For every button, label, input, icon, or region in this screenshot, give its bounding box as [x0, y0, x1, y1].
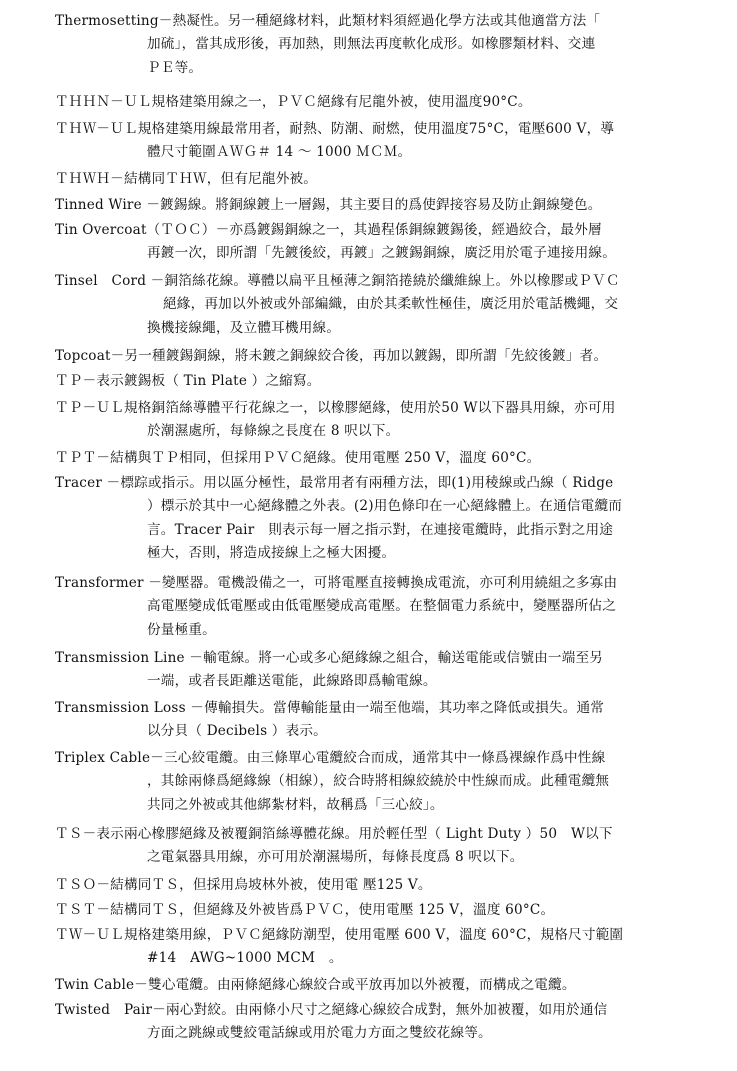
entry-line: Twisted Pair－兩心對絞。由兩條小尺寸之絕緣心線絞合成對，無外加被覆，如用於通信	[55, 1002, 608, 1018]
entry-line: 之電氣器具用線，亦可用於潮濕場所，每條長度爲 8 呎以下。	[147, 849, 524, 866]
entry-line: ＴＰＴ－結構與ＴＰ相同，但採用ＰＶＣ絕緣。使用電壓 250 V，溫度 60°C。	[55, 450, 541, 466]
entry-line: 體尺寸範圍ＡＷＧ＃ 14 ～ 1000 ＭＣＭ。	[147, 144, 412, 161]
entry-line: ＴＰ－ＵＬ規格銅箔絲導體平行花線之一，以橡膠絕緣，使用於50 W以下器具用線，亦可用	[55, 400, 616, 416]
entry-line: 再鍍一次，即所謂「先鍍後絞，再鍍」之鍍錫銅線，廣泛用於電子連接用線。	[147, 245, 616, 262]
entry-line: ＴＳ－表示兩心橡膠絕緣及被覆銅箔絲導體花線。用於輕任型（ Light Duty ）50 W以下	[55, 826, 613, 842]
entry-line: ＴＨＨＮ－ＵＬ規格建築用線之一，ＰＶＣ絕緣有尼龍外被，使用溫度90°C。	[55, 94, 532, 110]
entry-twisted-pair	[55, 999, 720, 1046]
entry-twin-cable	[55, 974, 720, 997]
entry-tracer	[55, 472, 720, 566]
entry-line: ＰＥ等。	[147, 59, 203, 76]
entry-thhn	[55, 91, 720, 114]
entry-tp-ul	[55, 397, 720, 444]
entry-line: ＴＨＷＨ－結構同ＴＨＷ，但有尼龍外被。	[55, 171, 318, 187]
entry-tw	[55, 924, 720, 971]
entry-line: ，其餘兩條爲絕緣線（相線），絞合時將相線絞繞於中性線而成。此種電纜無	[147, 773, 610, 790]
entry-line: 份量極重。	[147, 621, 216, 638]
entry-triplex-cable	[55, 747, 720, 817]
entry-tpt	[55, 447, 720, 470]
entry-thwh	[55, 168, 720, 191]
entry-transformer	[55, 572, 720, 642]
entry-line: 以分貝（ Decibels ）表示。	[147, 723, 327, 740]
entry-line: Twin Cable－雙心電纜。由兩條絕緣心線絞合或平放再加以外被覆，而構成之電纜。	[55, 977, 576, 993]
entry-line: Thermosetting－熱凝性。另一種絕緣材料，此類材料須經過化學方法或其他適當方法「	[55, 13, 601, 29]
entry-line: Triplex Cable－三心絞電纜。由三條單心電纜絞合而成，通常其中一條爲裸線作爲中性線	[55, 750, 606, 766]
entry-line: 方面之跳線或雙絞電話線或用於電力方面之雙絞花線等。	[147, 1025, 492, 1042]
entry-line: 一端，或者長距離送電能，此線路即爲輸電線。	[147, 673, 437, 690]
entry-line: Tin Overcoat（ＴＯＣ）－亦爲鍍錫銅線之一，其過程係銅線鍍錫後，經過絞合，最外層	[55, 222, 602, 238]
entry-tinsel-cord	[55, 270, 720, 340]
entry-tin-overcoat	[55, 219, 720, 266]
entry-tst	[55, 899, 720, 922]
entry-line: ＴＷ－ＵＬ規格建築用線，ＰＶＣ絕緣防潮型，使用電壓 600 V，溫度 60°C，規格尺寸範圍	[55, 927, 624, 943]
entry-tp-abbrev	[55, 370, 720, 393]
entry-line: Transformer －變壓器。電機設備之一，可將電壓直接轉換成電流，亦可利用繞組之多寡由	[55, 575, 618, 591]
entry-line: ＴＳＯ－結構同ＴＳ，但採用烏坡林外被，使用電 壓125 V。	[55, 877, 432, 893]
entry-line: ＴＳＴ－結構同ＴＳ，但絕緣及外被皆爲ＰＶＣ，使用電壓 125 V，溫度 60°C。	[55, 902, 555, 918]
entry-line: ＴＨＷ－ＵＬ規格建築用線最常用者，耐熱、防潮、耐燃，使用溫度75°C，電壓600 V，導	[55, 121, 615, 137]
entry-line: 共同之外被或其他綁紮材料，故稱爲「三心絞」。	[147, 796, 444, 813]
entry-line: 絕緣，再加以外被或外部編織，由於其柔軟性極佳，廣泛用於電話機繩，交	[163, 296, 619, 313]
entry-ts	[55, 823, 720, 870]
entry-line: 加硫」，當其成形後，再加熱，則無法再度軟化成形。如橡膠類材料、交連	[147, 36, 596, 53]
entry-line: ＴＰ－表示鍍錫板（ Tin Plate ）之縮寫。	[55, 373, 321, 389]
entry-line: 換機接線繩，及立體耳機用線。	[147, 319, 341, 336]
entry-tinned-wire	[55, 194, 720, 217]
entry-line: Transmission Line －輸電線。將一心或多心絕緣線之組合，輸送電能或信號由一端至另	[55, 650, 604, 666]
entry-thw	[55, 118, 720, 165]
entry-line: Tinsel Cord －銅箔絲花線。導體以扁平且極薄之銅箔捲繞於纖維線上。外以橡膠或ＰＶＣ	[55, 273, 620, 289]
entry-transmission-line	[55, 647, 720, 694]
entry-line: 高電壓變成低電壓或由低電壓變成高電壓。在整個電力系統中，變壓器所佔之	[147, 598, 616, 615]
entry-line: 極大，否則，將造成接線上之極大困擾。	[147, 545, 396, 562]
entry-line: Tinned Wire －鍍錫線。將銅線鍍上一層錫，其主要目的爲使銲接容易及防止銅線變色。	[55, 197, 602, 213]
entry-line: 於潮濕處所，每條線之長度在 8 呎以下。	[147, 423, 400, 440]
entry-thermosetting	[55, 10, 720, 80]
entry-line: #14 AWG~1000 MCM 。	[147, 950, 343, 967]
entry-topcoat	[55, 345, 720, 368]
entry-line: Topcoat－另一種鍍錫銅線，將未鍍之銅線絞合後，再加以鍍錫，即所謂「先絞後鍍」者。	[55, 348, 608, 364]
entry-line: Transmission Loss －傳輸損失。當傳輸能量由一端至他端，其功率之降低或損失。通常	[55, 700, 605, 716]
entry-tso	[55, 874, 720, 897]
entry-line: 言。Tracer Pair 則表示每一層之指示對，在連接電纜時，此指示對之用途	[147, 521, 614, 538]
entry-transmission-loss	[55, 697, 720, 744]
entry-line: ）標示於其中一心絕緣體之外表。(2)用色條印在一心絕緣體上。在通信電纜而	[147, 498, 623, 515]
entry-line: Tracer －標踪或指示。用以區分極性，最常用者有兩種方法，即(1)用稜線或凸線（ Ridge	[55, 475, 614, 491]
